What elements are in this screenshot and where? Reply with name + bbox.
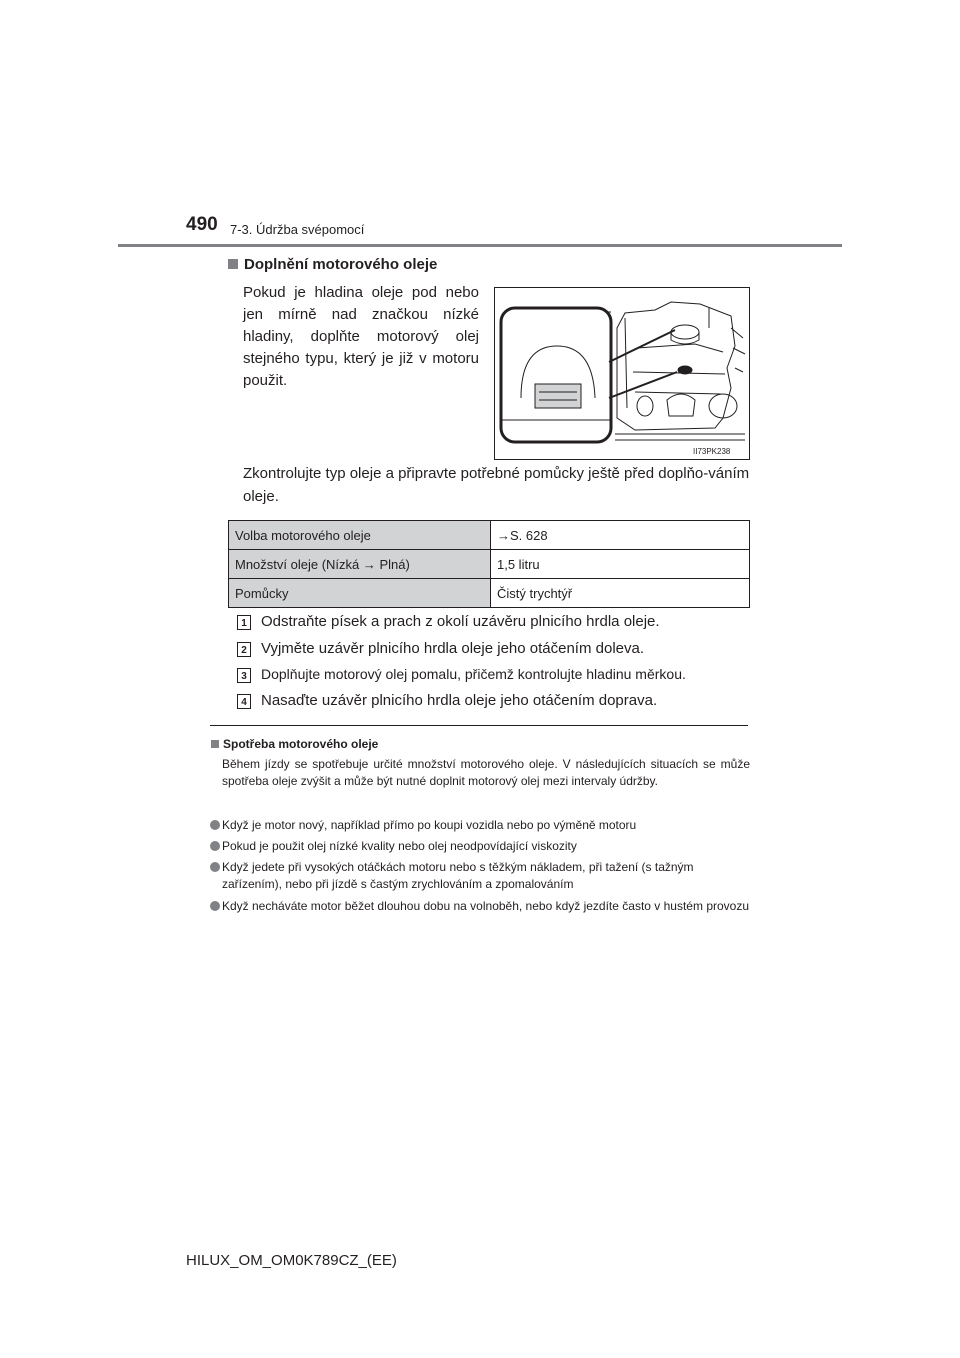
spec-table [228, 520, 750, 608]
table-row [229, 579, 750, 608]
footer-code: HILUX_OM_OM0K789CZ_(EE) [186, 1252, 397, 1269]
figure-code: II73PK238 [693, 447, 731, 456]
list-item-text: Když jedete při vysokých otáčkách motoru nebo s těžkým nákladem, při tažení (s tažným zařízením), nebo při jízdě s častým zrychlováním a zpomalováním [222, 860, 694, 891]
table-key: Volba motorového oleje [229, 521, 491, 550]
engine-bay-illustration [495, 288, 749, 459]
step-text: Nasaďte uzávěr plnicího hrdla oleje jeho otáčením doprava. [261, 692, 658, 709]
header-divider [118, 244, 842, 247]
table-row [229, 550, 750, 579]
page-number: 490 [186, 214, 218, 235]
section-title [228, 256, 437, 273]
check-paragraph: Zkontrolujte typ oleje a připravte potřebné pomůcky ještě před doplňo-váním oleje. [243, 465, 750, 505]
step-number: 3 [237, 668, 251, 683]
step-text: Vyjměte uzávěr plnicího hrdla oleje jeho otáčením doleva. [261, 640, 644, 657]
list-item-text: Když necháváte motor běžet dlouhou dobu na volnoběh, nebo když jezdíte často v hustém provozu [222, 899, 750, 913]
square-bullet-icon [228, 259, 238, 269]
section-title-text: Doplnění motorového oleje [244, 256, 438, 273]
step-number: 4 [237, 694, 251, 709]
note-body: Během jízdy se spotřebuje určité množství motorového oleje. V následujících situacích se může spotřeba oleje zvýšit a může být nutné doplnit motorový olej mezi intervaly údržby. [222, 757, 750, 788]
list-item-text: Když je motor nový, například přímo po koupi vozidla nebo po výměně motoru [222, 818, 637, 832]
note-title [211, 737, 378, 751]
section-divider [210, 725, 748, 726]
table-key: Pomůcky [229, 579, 491, 608]
step-text: Doplňujte motorový olej pomalu, přičemž kontrolujte hladinu měrkou. [261, 666, 686, 682]
chapter-title: 7-3. Údržba svépomocí [230, 222, 365, 237]
note-title-text: Spotřeba motorového oleje [223, 737, 379, 751]
step-number: 2 [237, 642, 251, 657]
table-key: Množství oleje (Nízká → Plná) [229, 550, 491, 579]
list-item-text: Pokud je použit olej nízké kvality nebo olej neodpovídající viskozity [222, 839, 577, 853]
table-value: Čistý trychtýř [491, 579, 750, 608]
step-text: Odstraňte písek a prach z okolí uzávěru plnicího hrdla oleje. [261, 613, 660, 630]
square-bullet-icon [211, 740, 219, 748]
round-bullet-icon [210, 901, 220, 911]
round-bullet-icon [210, 862, 220, 872]
table-value: →S. 628 [491, 521, 750, 550]
step-number: 1 [237, 615, 251, 630]
table-row [229, 521, 750, 550]
engine-oil-cap-figure [494, 287, 750, 460]
round-bullet-icon [210, 820, 220, 830]
table-value: 1,5 litru [491, 550, 750, 579]
intro-paragraph: Pokud je hladina oleje pod nebo jen mírně nad značkou nízké hladiny, doplňte motorový olej stejného typu, který je již v motoru použit. [243, 284, 479, 389]
round-bullet-icon [210, 841, 220, 851]
